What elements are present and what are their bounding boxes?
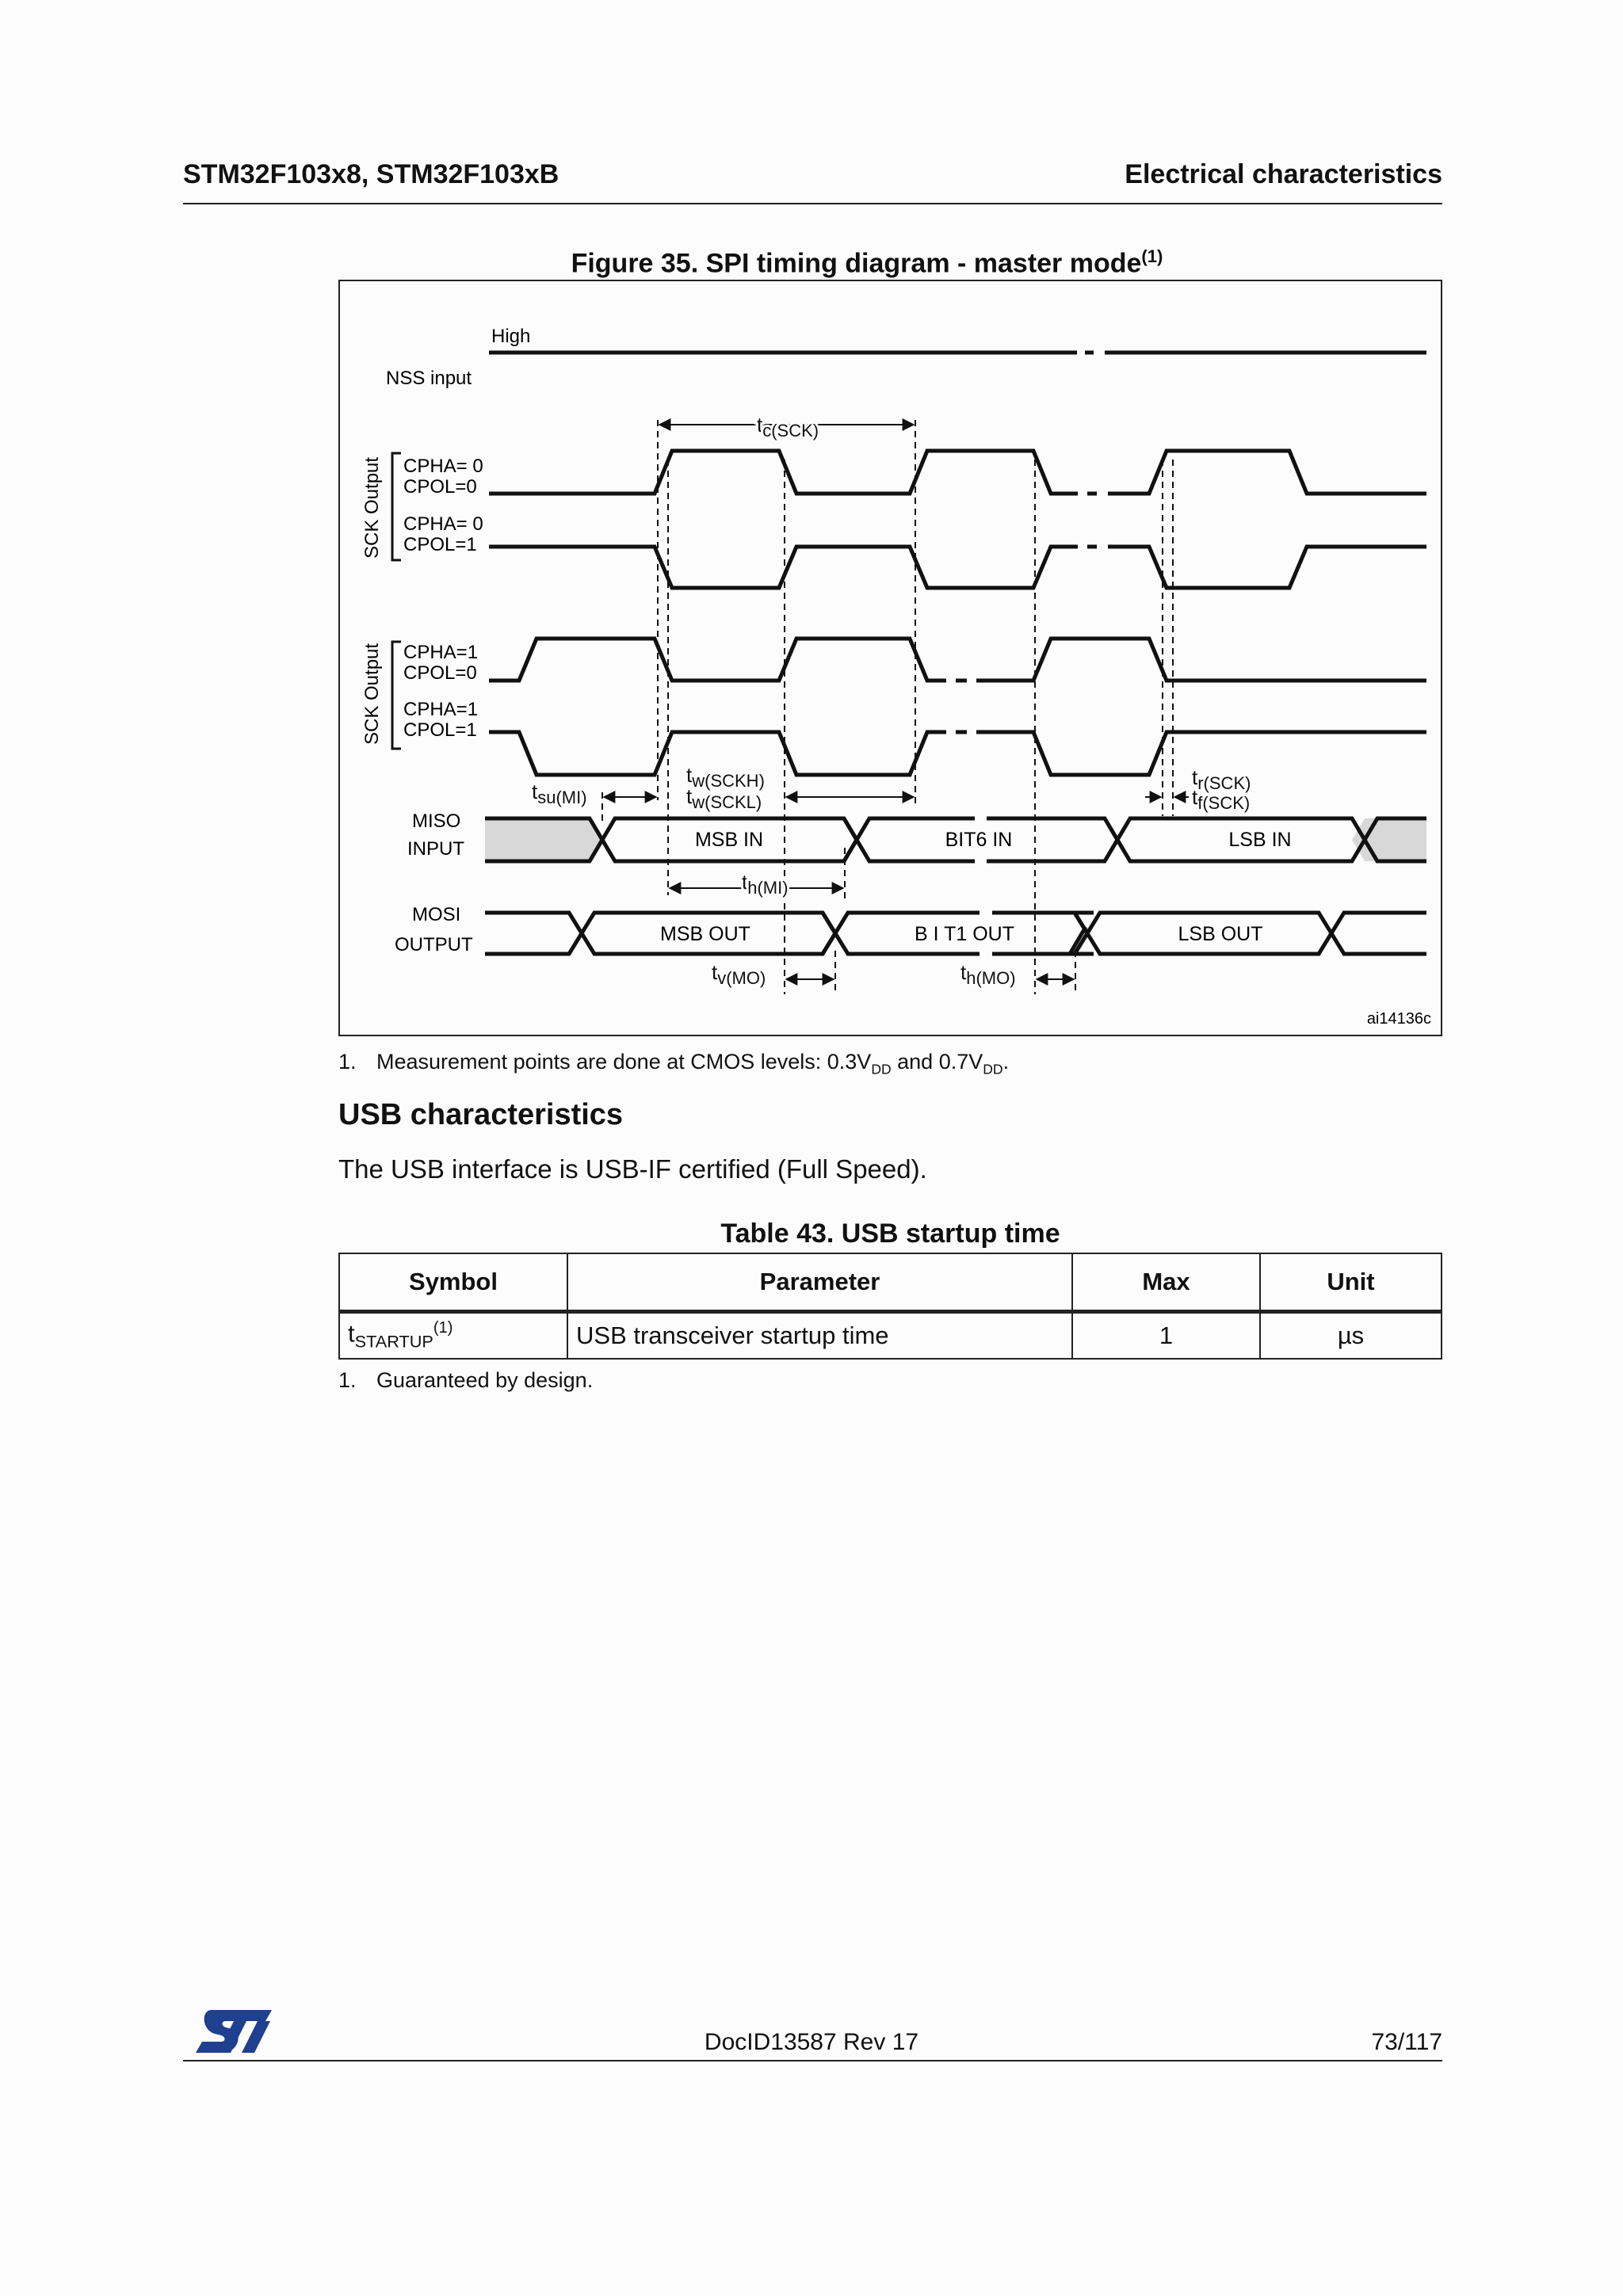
col-header-max: Max xyxy=(1072,1253,1260,1312)
svg-text:tc(SCK): $t_{c(SCK)}$ xyxy=(757,413,819,441)
figure-ref: ai14136c xyxy=(1366,1010,1431,1028)
footer-rule xyxy=(183,2060,1442,2061)
table-row xyxy=(339,1312,1442,1360)
svg-text:th(MI): $t_{h(MI)}$ xyxy=(742,870,789,898)
table-note: 1. Guaranteed by design. xyxy=(338,1368,594,1392)
svg-text:th(MO): $t_{h(MO)}$ xyxy=(960,960,1016,988)
nss-input-label: NSS input xyxy=(386,368,472,389)
figure-note: 1. Measurement points are done at CMOS levels: $0.3V_{DD}$ and $0.7V_{DD}$. xyxy=(338,1050,1010,1077)
section-title: USB characteristics xyxy=(338,1098,624,1131)
svg-text:MSB IN: MSB IN xyxy=(694,829,764,851)
svg-text:tr(SCK): $t_{r(SCK)}$ xyxy=(1192,765,1251,793)
svg-text:CPOL=0: CPOL=0 xyxy=(403,662,477,684)
svg-text:CPHA=1: CPHA=1 xyxy=(403,642,479,663)
svg-text:CPHA=1: CPHA=1 xyxy=(403,699,479,720)
svg-text:CPOL=1: CPOL=1 xyxy=(403,719,477,741)
svg-text:OUTPUT: OUTPUT xyxy=(395,934,473,955)
header-title-left: STM32F103x8, STM32F103xB xyxy=(183,159,559,189)
svg-text:LSB IN: LSB IN xyxy=(1228,829,1292,851)
col-header-unit: Unit xyxy=(1260,1253,1442,1312)
spi-timing-diagram xyxy=(338,280,1442,1036)
svg-text:B I T1 OUT: B I T1 OUT xyxy=(915,923,1014,945)
svg-text:MISO: MISO xyxy=(412,810,461,832)
footer-doc-id: DocID13587 Rev 17 xyxy=(704,2029,919,2055)
footer-page-number: 73/117 xyxy=(1371,2029,1442,2055)
svg-text:CPOL=0: CPOL=0 xyxy=(403,476,477,498)
svg-text:tf(SCK): $t_{f(SCK)}$ xyxy=(1192,785,1251,813)
cell-parameter: USB transceiver startup time xyxy=(567,1312,1072,1360)
svg-text:CPOL=1: CPOL=1 xyxy=(403,534,477,555)
section-paragraph: The USB interface is USB-IF certified (Full Speed). xyxy=(338,1154,927,1184)
col-header-parameter: Parameter xyxy=(567,1253,1072,1312)
table-title: Table 43. USB startup time xyxy=(720,1219,1060,1249)
svg-text:MOSI: MOSI xyxy=(412,904,461,925)
svg-text:tw(SCKL): $t_{w(SCKL)}$ xyxy=(686,784,762,812)
svg-text:tv(MO): $t_{v(MO)}$ xyxy=(712,960,766,988)
high-label: High xyxy=(491,326,531,347)
col-header-symbol: Symbol xyxy=(339,1253,567,1312)
svg-text:MSB OUT: MSB OUT xyxy=(660,923,750,945)
svg-text:LSB OUT: LSB OUT xyxy=(1178,923,1263,945)
figure-title: Figure 35. SPI timing diagram - master mode$^{(1)}$ xyxy=(571,246,1163,279)
svg-text:tsu(MI): $t_{su(MI)}$ xyxy=(532,780,587,807)
svg-text:tw(SCKH): $t_{w(SCKH)}$ xyxy=(686,763,765,791)
header-title-right: Electrical characteristics xyxy=(1125,159,1442,189)
svg-text:CPHA= 0: CPHA= 0 xyxy=(403,513,483,535)
cell-symbol: $t_{STARTUP}^{(1)}$ xyxy=(339,1312,567,1360)
cell-unit: µs xyxy=(1260,1312,1442,1360)
usb-startup-table xyxy=(338,1253,1442,1360)
sck-output-label-2: SCK Output xyxy=(361,643,383,745)
svg-text:CPHA= 0: CPHA= 0 xyxy=(403,456,483,477)
header-rule xyxy=(183,203,1442,204)
cell-max: 1 xyxy=(1072,1312,1260,1360)
sck-output-label-1: SCK Output xyxy=(361,456,383,559)
svg-text:INPUT: INPUT xyxy=(407,838,464,860)
svg-text:BIT6 IN: BIT6 IN xyxy=(945,829,1013,851)
